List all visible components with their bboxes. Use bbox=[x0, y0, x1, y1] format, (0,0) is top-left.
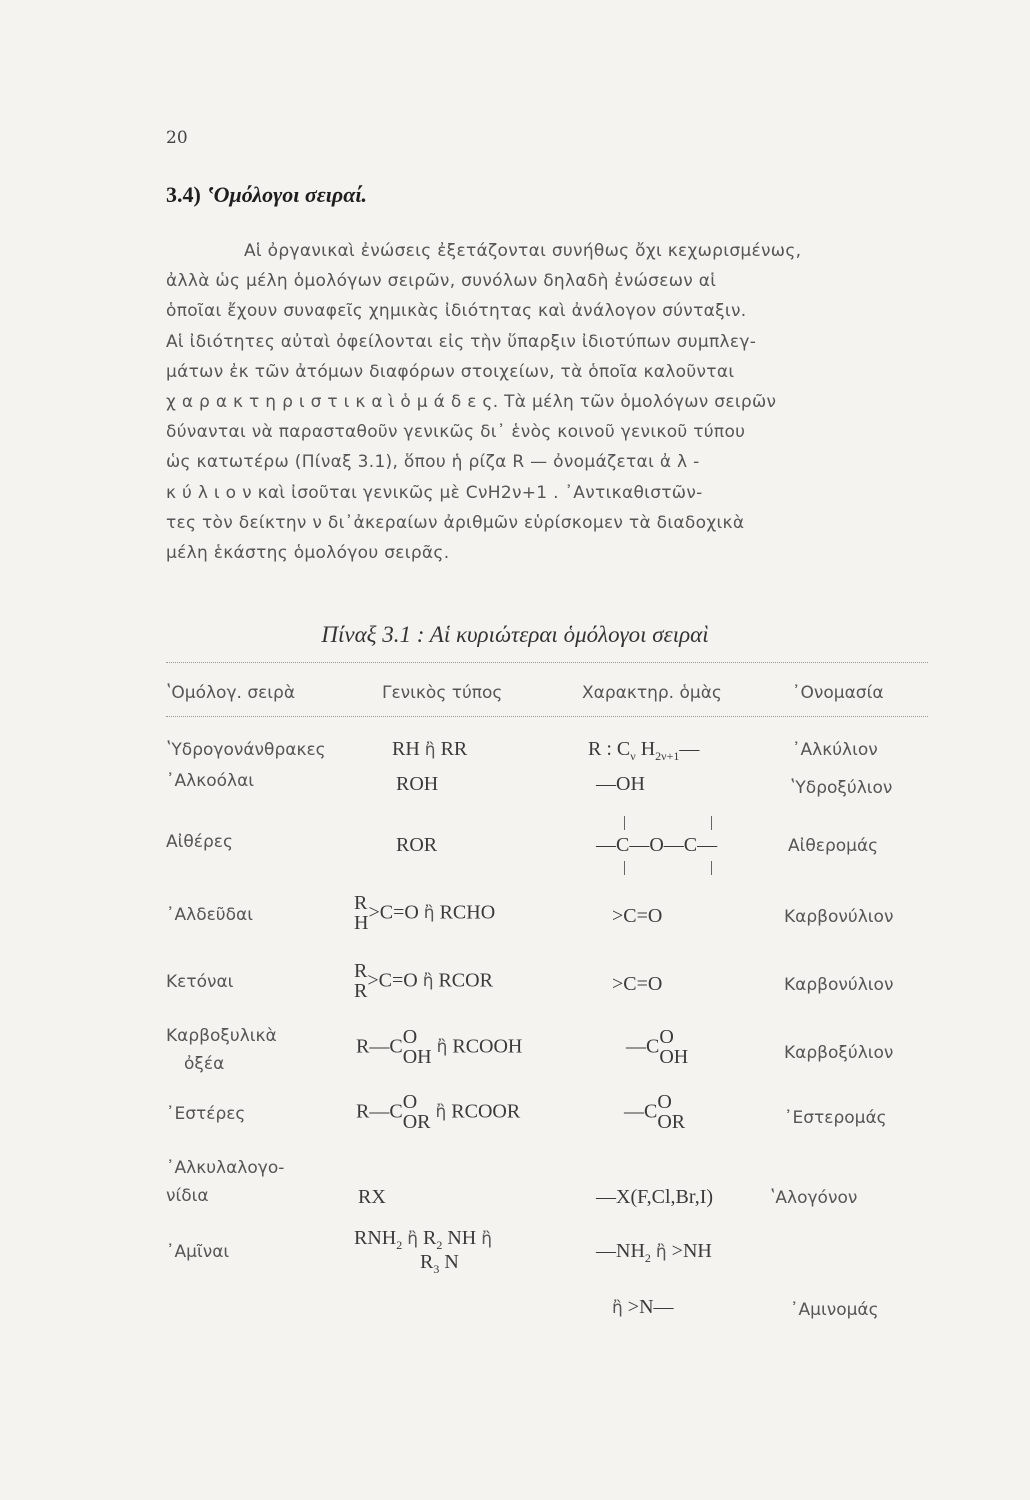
bond-stack bbox=[657, 1092, 685, 1132]
formula-alcohols: ROH bbox=[396, 773, 439, 795]
bond-bottom: OH bbox=[402, 1046, 432, 1068]
header-group: Χαρακτηρ. ὁμὰς bbox=[582, 683, 722, 703]
or-word: ἢ bbox=[407, 1229, 419, 1249]
group-tail: — bbox=[679, 738, 700, 760]
formula-prefix: R—C bbox=[356, 1100, 403, 1123]
group-hydroxyl: —OH bbox=[596, 773, 645, 795]
series-esters: ᾽Εστέρες bbox=[166, 1104, 246, 1124]
body-paragraph bbox=[166, 236, 934, 568]
series-carboxylic-l1: Καρβοξυλικὰ bbox=[166, 1026, 277, 1046]
table-caption: Πίναξ 3.1 : Αἱ κυριώτεραι ὁμόλογοι σειραὶ bbox=[321, 622, 709, 647]
bond-bottom: OR bbox=[657, 1111, 686, 1133]
formula-r3n-tail: N bbox=[444, 1251, 459, 1273]
paragraph-line: Αἱ ἰδιότητες αὐταὶ ὀφείλονται εἰς τὴν ὕπαρξιν ἰδιοτύπων συμπλεγ- bbox=[166, 331, 757, 352]
or-word: ἢ bbox=[655, 1242, 667, 1262]
formula-rcooh: RCOOH bbox=[452, 1035, 523, 1058]
group-halogen: —X(F,Cl,Br,I) bbox=[596, 1186, 714, 1208]
group-prefix: —C bbox=[624, 1100, 658, 1123]
formula-amines-line2 bbox=[420, 1251, 459, 1277]
paragraph-line: τες τὸν δείκτην ν δι᾽ἀκεραίων ἀριθμῶν εὑρίσκομεν τὰ διαδοχικὰ bbox=[166, 512, 745, 533]
formula-r2nh: R bbox=[423, 1227, 437, 1249]
formula-rr: RR bbox=[440, 738, 468, 760]
bond-bottom: OR bbox=[402, 1111, 431, 1133]
ether-bond-tick bbox=[624, 816, 625, 830]
paragraph-line: μάτων ἐκ τῶν ἀτόμων διαφόρων στοιχείων, τὰ ὁποῖα καλοῦνται bbox=[166, 361, 735, 382]
formula-rcho: RCHO bbox=[439, 901, 496, 924]
group-carboxyl bbox=[626, 1027, 688, 1067]
or-word: ἢ bbox=[436, 1037, 448, 1057]
ether-bond-tick bbox=[711, 861, 712, 875]
series-aldehydes: ᾽Αλδεῦδαι bbox=[166, 905, 253, 925]
bond-stack bbox=[403, 1092, 431, 1132]
bond-stack bbox=[403, 1027, 432, 1067]
formula-sub: 3 bbox=[433, 1262, 440, 1276]
formula-hydrocarbons bbox=[392, 738, 467, 761]
formula-prefix: R—C bbox=[356, 1035, 403, 1058]
bond-top: O bbox=[657, 1091, 672, 1113]
group-ester bbox=[624, 1092, 685, 1132]
carbonyl-link: C=O bbox=[379, 901, 419, 924]
name-alkyl: ᾽Αλκύλιον bbox=[792, 740, 878, 760]
group-amino-line2: ἢ >N— bbox=[612, 1296, 674, 1318]
group-carbonyl: >C=O bbox=[612, 973, 663, 995]
name-ether: Αἰθερομάς bbox=[788, 836, 879, 856]
name-halogen: ʽΑλογόνον bbox=[770, 1188, 858, 1208]
table-top-rule bbox=[166, 662, 928, 663]
formula-rnh2: RNH bbox=[354, 1227, 397, 1249]
formula-sub: 2 bbox=[396, 1238, 403, 1252]
name-carboxyl: Καρβοξύλιον bbox=[784, 1043, 894, 1063]
formula-rcor: RCOR bbox=[438, 969, 493, 992]
series-carboxylic-l2: ὀξέα bbox=[184, 1054, 225, 1074]
formula-ethers: ROR bbox=[396, 834, 438, 856]
series-hydrocarbons: ʽΥδρογονάνθρακες bbox=[166, 740, 326, 760]
paragraph-line: ἀλλὰ ὡς μέλη ὁμολόγων σειρῶν, συνόλων δηλαδὴ ἐνώσεων αἱ bbox=[166, 271, 717, 292]
section-title: ʽΟμόλογοι σειραί. bbox=[206, 182, 368, 207]
bond-top: O bbox=[402, 1026, 418, 1048]
series-amines: ᾽Αμῖναι bbox=[166, 1242, 230, 1262]
substituent-bottom: R bbox=[354, 980, 368, 1002]
formula-rh: RH bbox=[392, 738, 420, 760]
section-number: 3.4) bbox=[166, 182, 201, 207]
or-word: ἢ bbox=[612, 1298, 623, 1318]
group-carbonyl-text: C=O bbox=[623, 973, 663, 995]
name-carbonyl: Καρβονύλιον bbox=[784, 975, 894, 995]
paragraph-line: κ ύ λ ι ο ν καὶ ἰσοῦται γενικῶς μὲ CνH2ν+1 . ᾽Αντικαθιστῶν- bbox=[166, 482, 703, 503]
substituent-stack bbox=[354, 893, 368, 933]
group-nh2: —NH bbox=[596, 1240, 645, 1262]
substituent-stack bbox=[354, 961, 367, 1001]
name-amino: ᾽Αμινομάς bbox=[790, 1300, 879, 1320]
paragraph-line: μέλη ἑκάστης ὁμολόγου σειρᾶς. bbox=[166, 542, 450, 563]
or-word: ἢ bbox=[422, 971, 434, 991]
substituent-bottom: H bbox=[354, 912, 369, 934]
group-h: H bbox=[640, 738, 656, 760]
name-ester: ᾽Εστερομάς bbox=[784, 1108, 887, 1128]
header-formula: Γενικὸς τύπος bbox=[382, 683, 503, 703]
bond-bottom: OH bbox=[659, 1046, 689, 1068]
series-halides-l1: ᾽Αλκυλαλογο- bbox=[166, 1158, 285, 1178]
or-word: ἢ bbox=[424, 740, 436, 760]
formula-carboxylic bbox=[356, 1027, 522, 1067]
group-amino: $—NH_2$ ἢ >NH bbox=[596, 1240, 712, 1265]
formula-sub: 2 bbox=[436, 1238, 443, 1252]
group-carbonyl: >C=O bbox=[612, 905, 663, 927]
paragraph-line: ὡς κατωτέρω (Πίναξ 3.1), ὅπου ἡ ρίζα R — ὀνομάζεται ἀ λ - bbox=[166, 452, 700, 473]
series-ethers: Αἰθέρες bbox=[166, 832, 233, 852]
page-number: 20 bbox=[166, 128, 188, 148]
ether-bond-tick bbox=[624, 861, 625, 875]
formula-esters bbox=[356, 1092, 520, 1132]
bond-top: O bbox=[402, 1091, 418, 1113]
group-carbonyl-text: C=O bbox=[623, 905, 663, 927]
group-sub: 2 bbox=[644, 1251, 651, 1265]
group-prefix: R : C bbox=[588, 738, 631, 760]
ether-bond-tick bbox=[711, 816, 712, 830]
group-ether: —C—O—C— bbox=[596, 834, 718, 856]
group-nh: NH bbox=[682, 1240, 712, 1262]
formula-aldehydes: R H >C=O ἢ RCHO bbox=[354, 892, 496, 934]
group-alkyl bbox=[588, 738, 699, 764]
carbonyl-link: C=O bbox=[378, 969, 418, 992]
series-halides-l2: νίδια bbox=[166, 1186, 209, 1206]
paragraph-line: Αἱ ὀργανικαὶ ἐνώσεις ἐξετάζονται συνήθως ὄχι κεχωρισμένως, bbox=[244, 241, 802, 261]
group-nu: ν bbox=[630, 749, 636, 763]
group-sub: 2ν+1 bbox=[655, 749, 680, 763]
series-alcohols: ᾽Αλκοόλαι bbox=[166, 771, 255, 791]
formula-r2nh-tail: NH bbox=[447, 1227, 477, 1249]
bond-top: O bbox=[659, 1026, 674, 1048]
header-name: ᾽Ονομασία bbox=[792, 683, 884, 703]
formula-r3n: R bbox=[420, 1251, 434, 1273]
header-rule bbox=[166, 716, 928, 717]
paragraph-line: ὁποῖαι ἔχουν συναφεῖς χημικὰς ἰδιότητας καὶ ἀνάλογον σύνταξιν. bbox=[166, 301, 747, 322]
group-prefix: —C bbox=[626, 1035, 660, 1058]
paragraph-line: χ α ρ α κ τ η ρ ι σ τ ι κ α ὶ ὁ μ ά δ ε ς. Τὰ μέλη τῶν ὁμολόγων σειρῶν bbox=[166, 391, 777, 412]
group-n: N— bbox=[639, 1296, 674, 1318]
or-word: ἢ bbox=[435, 1102, 447, 1122]
name-carbonyl: Καρβονύλιον bbox=[784, 907, 894, 927]
substituent-top: R bbox=[354, 960, 368, 982]
or-word: ἢ bbox=[481, 1229, 493, 1249]
substituent-top: R bbox=[354, 892, 368, 914]
formula-halides: RX bbox=[358, 1186, 386, 1208]
section-heading bbox=[166, 182, 367, 208]
formula-amines-line1 bbox=[354, 1227, 492, 1253]
paragraph-line: δύνανται νὰ παρασταθοῦν γενικῶς δι᾽ ἑνὸς κοινοῦ γενικοῦ τύπου bbox=[166, 422, 746, 443]
header-series: ʽΟμόλογ. σειρὰ bbox=[166, 683, 296, 703]
name-hydroxyl: ʽΥδροξύλιον bbox=[790, 778, 893, 798]
series-ketones: Κετόναι bbox=[166, 972, 234, 992]
formula-ketones: R R >C=O ἢ RCOR bbox=[354, 960, 493, 1002]
bond-stack bbox=[659, 1027, 688, 1067]
formula-rcoor: RCOOR bbox=[451, 1100, 521, 1123]
or-word: ἢ bbox=[423, 903, 435, 923]
